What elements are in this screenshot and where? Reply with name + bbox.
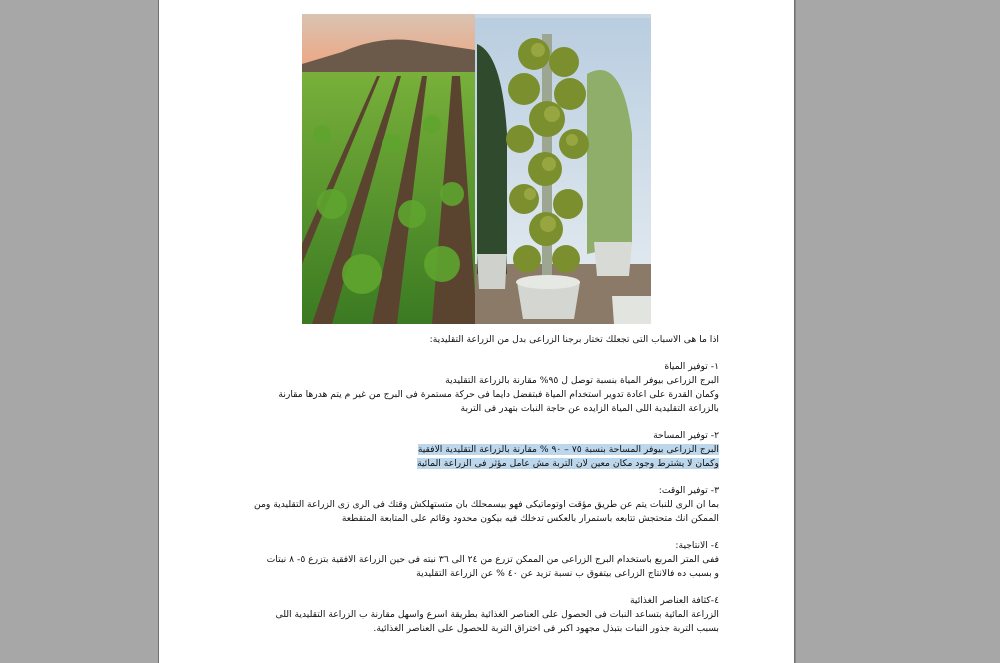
text-selection-highlight: البرج الزراعى بيوفر المساحة بنسبة ٧٥ – ٩٠ % مقارنة بالزراعة التقليدية الافقية <box>417 444 719 455</box>
spacer <box>269 471 719 484</box>
paragraph-line: بسبب التربة جذور النبات بتبذل مجهود اكبر فى اختراق التربة للحصول على العناصر الغذائية. <box>373 623 719 634</box>
document-body <box>253 333 719 636</box>
paragraph-line: و بسبب ده فالانتاج الزراعى بيتفوق ب نسبة تزيد عن ٤٠ % عن الزراعة التقليدية <box>416 568 719 579</box>
spacer <box>269 526 719 539</box>
spacer <box>269 347 719 360</box>
section-heading: ٢- توفير المساحة <box>653 430 719 441</box>
intro-line: اذا ما هى الاسباب التى تجعلك تختار برجنا الزراعى بدل من الزراعة التقليدية: <box>429 334 719 345</box>
paragraph-line: الزراعة المائية بتساعد النبات فى الحصول على العناصر الغذائية بطريقة اسرع واسهل مقارنة ب الزراعة التقليدية اللى <box>275 609 719 620</box>
paragraph-line: ففى المتر المربع باستخدام البرج الزراعى من الممكن تزرع من ٢٤ الى ٣٦ نبته فى حين الزراعة الافقية بتزرع ٥- ٨ نبتات <box>266 554 719 565</box>
section-heading: ٤-كثافة العناصر الغذائية <box>630 595 719 606</box>
document-page <box>158 0 795 663</box>
paragraph-line: الممكن انك متحتجش تتابعه باستمرار بالعكس تدخلك فيه بيكون محدود وقائم على المتابعة المتقطعة <box>341 513 719 524</box>
section-heading: ١- توفير المياة <box>664 361 719 372</box>
section-heading: ٤- الانتاجية: <box>675 540 719 551</box>
paragraph-line <box>269 443 719 457</box>
paragraph-line: بالزراعة التقليدية اللى المياة الزايده عن حاجة النبات بتهدر فى التربة <box>460 403 719 414</box>
spacer <box>269 416 719 429</box>
paragraph-line: البرج الزراعى بيوفر المياة بنسبة توصل ل ٩٥% مقارنة بالزراعة التقليدية <box>445 375 719 386</box>
paragraph-line: بما ان الرى للنبات يتم عن طريق مؤقت اوتوماتيكى فهو بيسمحلك بان متستهلكش وقتك فى الرى زى الزراعة التقليدية ومن <box>253 499 719 510</box>
comparison-photo <box>302 14 651 324</box>
section-heading: ٣- توفير الوقت: <box>658 485 719 496</box>
paragraph-line <box>269 457 719 471</box>
paragraph-line: وكمان القدرة على اعادة تدوير استخدام المياة فبتفضل دايما فى حركة مستمرة فى البرج من غير م يتم هدرها مقارنة <box>278 389 719 400</box>
text-selection-highlight: وكمان لا يشترط وجود مكان معين لان التربة مش عامل مؤثر فى الزراعة المائية <box>417 458 719 469</box>
spacer <box>269 581 719 594</box>
